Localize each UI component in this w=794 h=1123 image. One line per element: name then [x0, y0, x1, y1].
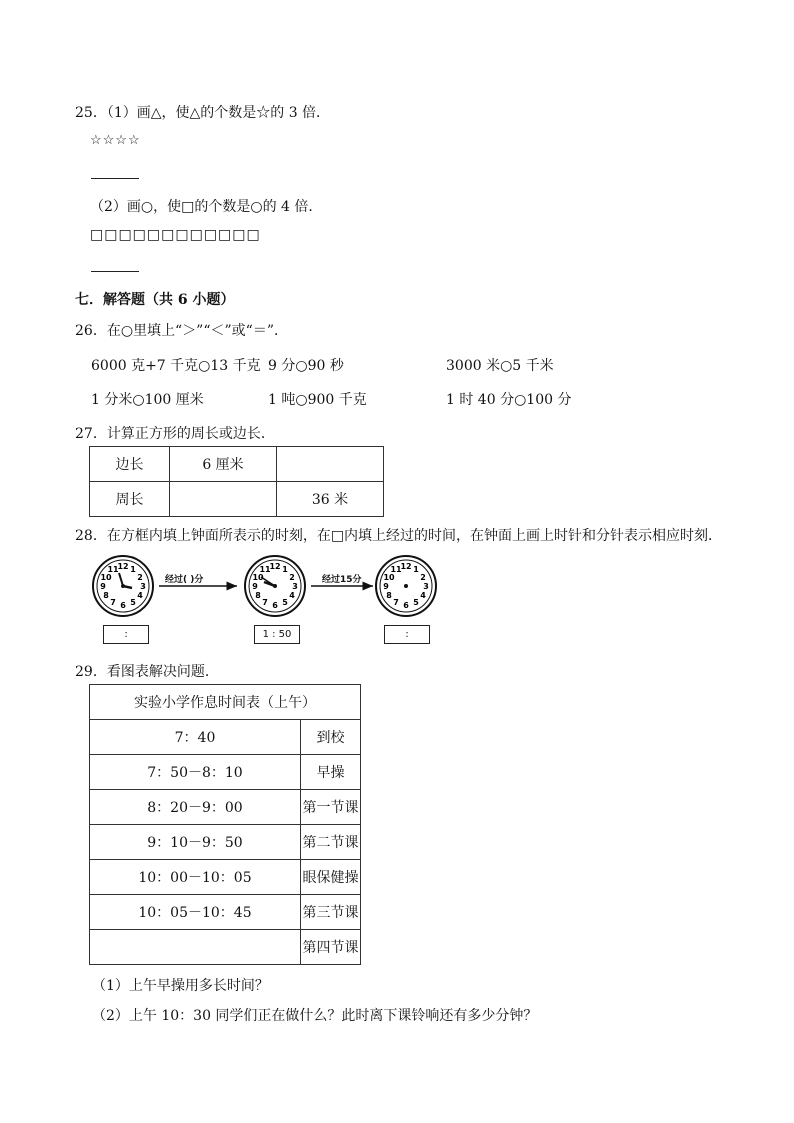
svg-text:2: 2: [420, 573, 426, 582]
svg-text:7: 7: [393, 598, 399, 607]
svg-text:5: 5: [413, 598, 419, 607]
schedule-time: 10：05－10：45: [90, 895, 301, 930]
schedule-time[interactable]: [90, 930, 301, 965]
svg-text:5: 5: [130, 598, 136, 607]
q29-prompt: 29．看图表解决问题．: [75, 664, 219, 680]
svg-text:1: 1: [130, 565, 136, 574]
schedule-time: 8：20－9：00: [90, 790, 301, 825]
schedule-time: 7：40: [90, 720, 301, 755]
svg-text:7: 7: [262, 598, 268, 607]
schedule-activity: 第二节课: [301, 825, 361, 860]
svg-text:2: 2: [289, 573, 295, 582]
time-box-3[interactable]: :: [384, 625, 430, 644]
table-cell: 边长: [90, 447, 170, 482]
q29-sub2: （2）上午 10：30 同学们正在做什么？此时离下课铃响还有多少分钟？: [92, 1008, 538, 1024]
section-title: 七．解答题（共 6 小题）: [75, 292, 235, 308]
schedule-table: [89, 684, 361, 965]
q26-item: 6000 克+7 千克○13 千克: [91, 358, 261, 374]
svg-text:10: 10: [252, 573, 264, 582]
schedule-activity: 眼保健操: [301, 860, 361, 895]
q26-item: 1 分米○100 厘米: [91, 392, 204, 408]
svg-text:6: 6: [272, 601, 278, 610]
svg-text:10: 10: [100, 573, 112, 582]
svg-text:5: 5: [282, 598, 288, 607]
q26-item: 9 分○90 秒: [268, 358, 344, 374]
time-box-2: 1 : 50: [254, 625, 300, 644]
svg-text:9: 9: [383, 582, 389, 591]
svg-text:11: 11: [107, 565, 119, 574]
star-row: ☆☆☆☆: [90, 133, 141, 148]
svg-text:9: 9: [252, 582, 258, 591]
q27-prompt: 27．计算正方形的周长或边长．: [75, 426, 275, 442]
schedule-time: 10：00－10：05: [90, 860, 301, 895]
schedule-activity: 第四节课: [301, 930, 361, 965]
svg-text:3: 3: [140, 582, 146, 591]
svg-text:11: 11: [390, 565, 402, 574]
svg-text:9: 9: [100, 582, 106, 591]
q25-part2: （2）画○，使□的个数是○的 4 倍．: [90, 199, 323, 215]
q26-prompt: 26．在○里填上“＞”“＜”或“＝”．: [75, 323, 288, 339]
square-table: [89, 446, 384, 517]
table-cell: 36 米: [277, 482, 384, 517]
table-cell: 周长: [90, 482, 170, 517]
svg-text:10: 10: [383, 573, 395, 582]
schedule-activity: 到校: [301, 720, 361, 755]
svg-text:4: 4: [137, 591, 143, 600]
svg-text:6: 6: [403, 601, 409, 610]
q28-prompt: 28．在方框内填上钟面所表示的时刻，在□内填上经过的时间，在钟面上画上时针和分针表示相应时刻．: [75, 528, 723, 544]
svg-text:12: 12: [400, 562, 412, 571]
svg-text:1: 1: [282, 565, 288, 574]
svg-text:3: 3: [292, 582, 298, 591]
svg-text:12: 12: [269, 562, 281, 571]
answer-cell[interactable]: [170, 482, 277, 517]
arrow-2-label: 经过15分: [322, 575, 362, 585]
svg-text:7: 7: [110, 598, 116, 607]
q26-item: 1 时 40 分○100 分: [446, 392, 572, 408]
svg-text:8: 8: [386, 591, 392, 600]
svg-text:8: 8: [255, 591, 261, 600]
q29-sub1: （1）上午早操用多长时间？: [92, 978, 269, 994]
q26-item: 3000 米○5 千米: [446, 358, 554, 374]
answer-cell[interactable]: [277, 447, 384, 482]
answer-line-1[interactable]: [91, 178, 139, 179]
svg-text:12: 12: [117, 562, 129, 571]
answer-line-2[interactable]: [91, 271, 139, 272]
schedule-title: 实验小学作息时间表（上午）: [90, 685, 361, 720]
svg-text:11: 11: [259, 565, 271, 574]
svg-text:4: 4: [420, 591, 426, 600]
table-cell: 6 厘米: [170, 447, 277, 482]
arrow-1-label: 经过( )分: [165, 575, 204, 585]
svg-text:4: 4: [289, 591, 295, 600]
schedule-activity: 第一节课: [301, 790, 361, 825]
time-box-1[interactable]: :: [103, 625, 149, 644]
svg-text:2: 2: [137, 573, 143, 582]
schedule-activity: 早操: [301, 755, 361, 790]
svg-text:6: 6: [120, 601, 126, 610]
clock-face-3[interactable]: [376, 556, 436, 616]
square-row: □□□□□□□□□□□□: [90, 227, 261, 243]
q26-item: 1 吨○900 千克: [268, 392, 367, 408]
clock-face-2: [245, 556, 305, 616]
schedule-activity: 第三节课: [301, 895, 361, 930]
svg-text:3: 3: [423, 582, 429, 591]
svg-text:1: 1: [413, 565, 419, 574]
q25-part1: 25．（1）画△，使△的个数是☆的 3 倍．: [75, 105, 331, 121]
schedule-time: 9：10－9：50: [90, 825, 301, 860]
svg-text:8: 8: [103, 591, 109, 600]
clock-face-1: [93, 556, 153, 616]
schedule-time: 7：50－8：10: [90, 755, 301, 790]
